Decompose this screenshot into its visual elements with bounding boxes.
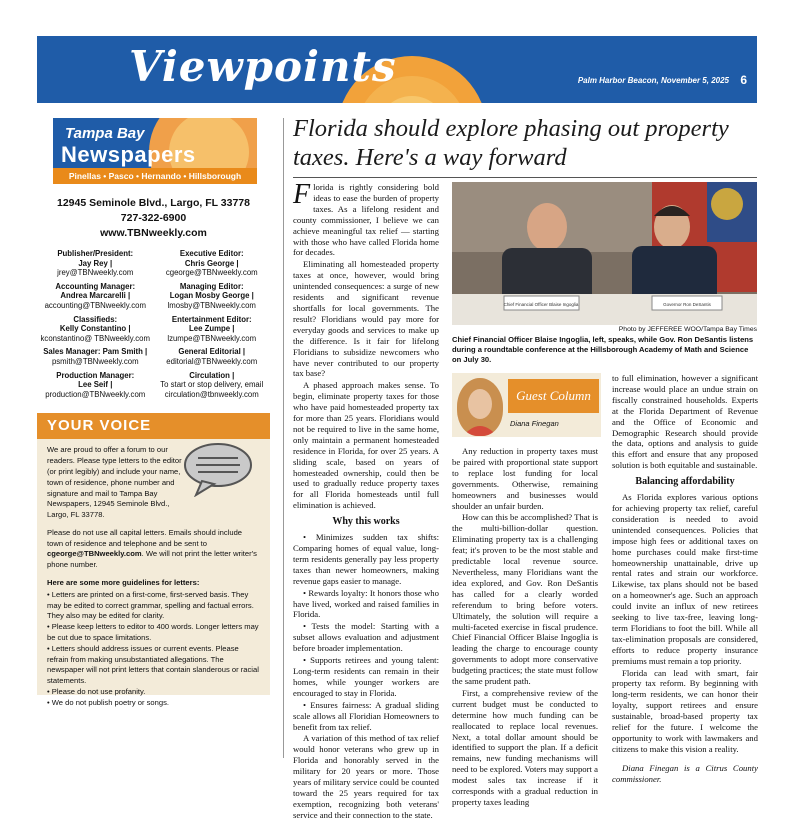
issue-date: Palm Harbor Beacon, November 5, 2025 — [577, 76, 729, 85]
staff-entry: Executive Editor: Chris George | cgeorge@TBNweekly.com — [165, 249, 258, 278]
page-number: 6 — [740, 73, 747, 87]
speech-bubble-icon — [182, 441, 254, 497]
author-portrait — [457, 378, 503, 436]
placard-cfo: Chief Financial Officer Blaise Ingoglia — [503, 302, 579, 307]
staff-entry: General Editorial | editorial@TBNweekly.com — [166, 347, 258, 366]
roundtable-photo-illustration — [452, 182, 757, 325]
tbn-logo — [53, 118, 257, 184]
photo-credit: Photo by JEFFEREE WOO/Tampa Bay Times — [618, 326, 757, 333]
article-column-1: Florida is rightly considering bold ideas to ease the burden of property taxes. As a lifelong resident and county commissioner, I believe we can achieve meaningful tax relief — starting with those who have called Florida home for decades. Eliminating all homesteaded property taxes at once, however, would bring unintended consequences: a surge of new residents and significant revenue shortfalls for local governments. The result? Floridians would pay more for everyday goods and services to make up the difference. Is it fair for lifelong Floridians to subsidize newcomers who have never contributed to our property tax base? A phased approach makes sense. To begin, eliminate property taxes for those who have paid homesteaded property tax for more than 25 years. Floridians would not be required to live in the same home, only maintain a permanent homesteaded residence in Florida, for over 25 years. A sliding scale, based on years of homesteaded ownership, could then be used to gradually reduce property taxes for all Florida homesteads until full elimination is achieved. Why this works • Minimizes sudden tax shifts: Comparing homes of equal value, long-term residents generally pay less property taxes than newer homeowners, making revenue gaps easier to manage. • Rewards loyalty: It honors those who have lived, worked and raised families in Florida. • Tests the model: Starting with a subset allows evaluation and adjustment before broader implementation. • Supports retirees and young talent: Long-term residents can remain in their homes, while younger workers are encouraged to stay in Florida. • Ensures fairness: A gradual sliding scale allows all Floridian Homeowners to benefit from tax relief. A variation of this method of tax relief would honor veterans who grew up in Florida and honorably served in the military for 20 years or more. Those years of military service could be counted toward the 25 years required for tax exemption, recognizing both veterans' service and their connection to the state. — [293, 179, 439, 820]
your-voice-heading: YOUR VOICE — [37, 413, 270, 439]
staff-column-left — [37, 249, 154, 403]
street-address: 12945 Seminole Blvd., Largo, FL 33778 — [57, 197, 250, 209]
viewpoints-banner — [37, 36, 757, 103]
article-column-2: Any reduction in property taxes must be paired with proportional state support to replace lost funding for local governments. Otherwise, remaining homeowners and businesses would shoulder an unfair burden. How can this be accomplished? That is the multi-billion-dollar question. Eliminating property tax is a challenging feat; it's proven to be the most stable and predictable local revenue source. Nevertheless, many Floridians want the idea explored, and Gov. Ron DeSantis has called for a clearly worded referendum to bring before voters. Ultimately, the solution will require a multi-faceted exercise in fiscal prudence. Chief Financial Officer Blaise Ingoglia is leading the charge to encourage county governments to adopt more conservative budgeting practices; the state must follow the same prudent path. First, a comprehensive review of the current budget must be conducted to determine how much funding can be reallocated to replace local revenues. Next, a total dollar amount should be identified to support the plan. If a deficit remains, new funding mechanisms will need to be explored. Voters may support a modest sales tax increase if it corresponds with a gradual reduction in property taxes leading — [452, 446, 598, 807]
placard-governor: Governor Ron DeSantis — [663, 302, 711, 307]
staff-entry: Sales Manager: Pam Smith | psmith@TBNweekly.com — [43, 347, 148, 366]
guest-author-name: Diana Finegan — [510, 419, 559, 428]
guest-column-box — [452, 373, 601, 437]
masthead-sidebar — [37, 118, 270, 707]
article-column-3: to full elimination, however a significant increase would place an undue strain on fiscally constrained households. Experts at the Florida Department of Revenue and the Office of Economic and Demographic Research should provide the data, options and analysis to guide this effort and ensure that any proposed solution is both equitable and sustainable. Balancing affordability As Florida explores various options for achieving property tax relief, careful consideration is needed to avoid unintended consequences. Policies that impose high fees or additional taxes on home purchases could make first-time homeownership unattainable, drive up rental rates and strain our workforce. Likewise, tax plans should not be based on a homeowner's age. Such an approach could invite an influx of new retirees seeking to live tax-free, leaving long-term Floridians to foot the bill. While all tax-elimination proposals are considered, efforts to reduce property insurance premiums must remain a top priority. Florida can lead with smart, fair property tax reform. By beginning with long-term residents, we can honor their loyalty, support retirees and ensure sustainable, broad-based property tax relief for the future. I welcome the opportunity to work with lawmakers and citizens to make this vision a reality. Diana Finegan is a Citrus County commissioner. — [612, 373, 758, 784]
article-photo — [452, 182, 757, 325]
your-voice-body: We are proud to offer a forum to our readers. Please type letters to the editor (or print legibly) and include your name, town of residence, phone number and signature and mail to Tampa Bay Newspapers, 12945 Seminole Blvd., Largo, FL 33778. Please do not use all capital letters. Emails should include town of residence and telephone and be sent to cgeorge@TBNweekly.com. We will not print the letter writer's phone number. Here are some more guidelines for letters: • Letters are printed on a first-come, first-served basis. They may be edited to correct grammar, spelling and factual errors. They also may be edited for clarity. • Please keep letters to editor to 400 words. Longer letters may be cut due to space limitations. • Letters should address issues or current events. Please refrain from making unsubstantiated allegations. The newspaper will not print letters that contain slanderous or racial statements. • Please do not use profanity. • We do not publish poetry or songs. — [47, 445, 259, 707]
section-title: Viewpoints — [129, 42, 397, 91]
staff-entry: Production Manager: Lee Seif | production@TBNweekly.com — [45, 370, 146, 399]
subhead-why-this-works: Why this works — [332, 516, 400, 528]
article-headline: Florida should explore phasing out property taxes. Here's a way forward — [293, 115, 729, 171]
your-voice-box — [37, 413, 270, 707]
lead-paragraph: Florida is rightly considering bold ideas to ease the burden of property taxes. As a lifelong resident and county commissioner, I believe we can achieve meaningful tax relief — starting with those who have called Florida home for decades. — [293, 179, 439, 258]
website-link[interactable]: www.TBNweekly.com — [100, 227, 207, 239]
phone-number: 727-322-6900 — [120, 212, 187, 224]
guest-column-label: Guest Column — [508, 379, 599, 413]
headline-rule — [293, 177, 757, 178]
column-divider — [283, 118, 284, 758]
letters-email[interactable]: cgeorge@TBNweekly.com — [47, 549, 142, 559]
staff-entry: Managing Editor: Logan Mosby George | lmosby@TBNweekly.com — [167, 281, 256, 310]
subhead-balancing-affordability: Balancing affordability — [635, 476, 735, 488]
staff-entry: Entertainment Editor: Lee Zumpe | lzumpe@TBNweekly.com — [167, 314, 257, 343]
staff-entry: Classifieds: Kelly Constantino | kconstantino@ TBNweekly.com — [40, 314, 150, 343]
staff-entry: Publisher/President: Jay Rey | jrey@TBNweekly.com — [57, 249, 134, 278]
logo-line2: Newspapers — [61, 142, 196, 167]
photo-caption: Chief Financial Officer Blaise Ingoglia, left, speaks, while Gov. Ron DeSantis listens during a roundtable conference at the Hillsborough Academy of Math and Science on July 30. — [452, 335, 754, 364]
staff-entry: Accounting Manager: Andrea Marcarelli | accounting@TBNweekly.com — [44, 281, 146, 310]
staff-column-right — [154, 249, 271, 403]
contact-block — [37, 196, 270, 241]
author-bio: Diana Finegan is a Citrus County commissioner. — [612, 762, 758, 784]
staff-entry: Circulation | To start or stop delivery, email circulation@tbnweekly.com — [160, 370, 264, 399]
logo-counties: Pinellas • Pasco • Hernando • Hillsborough — [53, 168, 257, 184]
logo-line1: Tampa Bay — [65, 125, 145, 142]
drop-cap: F — [293, 179, 311, 210]
staff-directory — [37, 249, 270, 403]
